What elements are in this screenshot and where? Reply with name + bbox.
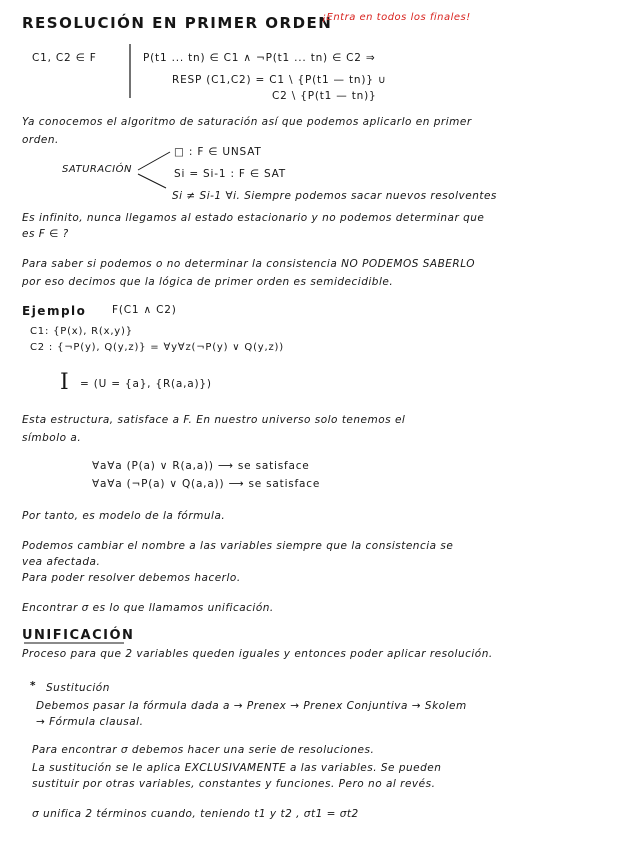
- clause-c2: C2 : {¬P(y), Q(y,z)} = ∀y∀z(¬P(y) ∨ Q(y,z)): [30, 342, 284, 353]
- substitution-step: Debemos pasar la fórmula dada a → Prenex → Prenex Conjuntiva → Skolem: [36, 700, 467, 712]
- clause-c1: C1: {P(x), R(x,y)}: [30, 326, 133, 337]
- saturation-case-sat: Si = Si-1 : F ∈ SAT: [174, 168, 287, 180]
- sigma-text-3: sustituir por otras variables, constantes y funciones. Pero no al revés.: [32, 778, 436, 790]
- substitution-step-cont: → Fórmula clausal.: [36, 716, 144, 728]
- interpretation-definition: = (U = {a}, {R(a,a)}): [80, 378, 212, 390]
- infinite-text-cont: es F ∈ ?: [22, 228, 69, 240]
- renaming-requirement: Para poder resolver debemos hacerlo.: [22, 572, 241, 584]
- example-heading: Ejemplo: [22, 304, 87, 318]
- saturation-brace-bottom: [138, 174, 166, 188]
- check-first-clause: ∀a∀a (P(a) ∨ R(a,a)) ⟶ se satisface: [92, 460, 310, 472]
- saturation-label: SATURACIÓN: [62, 164, 132, 175]
- consistency-text: Para saber si podemos o no determinar la consistencia NO PODEMOS SABERLO: [22, 258, 475, 270]
- page-title: RESOLUCIÓN EN PRIMER ORDEN: [22, 14, 333, 32]
- structure-text: Esta estructura, satisface a F. En nuestro universo solo tenemos el: [22, 414, 406, 426]
- unification-definition: Proceso para que 2 variables queden iguales y entonces poder aplicar resolución.: [22, 648, 493, 660]
- exam-note: ¡Entra en todos los finales!: [322, 12, 471, 23]
- saturation-case-unsat: □ : F ∈ UNSAT: [174, 146, 262, 158]
- resolvent-condition: P(t1 ... tn) ∈ C1 ∧ ¬P(t1 ... tn) ∈ C2 ⇒: [143, 52, 376, 64]
- infinite-text: Es infinito, nunca llegamos al estado estacionario y no podemos determinar que: [22, 212, 485, 224]
- substitution-title: Sustitución: [46, 682, 110, 694]
- clauses-premise: C1, C2 ∈ F: [32, 52, 97, 64]
- model-conclusion: Por tanto, es modelo de la fórmula.: [22, 510, 226, 522]
- bullet-star-icon: *: [30, 680, 36, 692]
- structure-text-cont: símbolo a.: [22, 432, 82, 444]
- consistency-text-cont: por eso decimos que la lógica de primer orden es semidecidible.: [22, 276, 394, 288]
- renaming-text: Podemos cambiar el nombre a las variables siempre que la consistencia se: [22, 540, 454, 552]
- unifier-rule: σ unifica 2 términos cuando, teniendo t1 y t2 , σt1 = σt2: [32, 808, 359, 820]
- check-second-clause: ∀a∀a (¬P(a) ∨ Q(a,a)) ⟶ se satisface: [92, 478, 321, 490]
- saturation-brace-top: [138, 152, 170, 170]
- intro-text-cont: orden.: [22, 134, 59, 146]
- resolvent-formula: RESP (C1,C2) = C1 \ {P(t1 — tn)} ∪: [172, 74, 387, 86]
- example-formula: F(C1 ∧ C2): [112, 304, 177, 316]
- intro-text: Ya conocemos el algoritmo de saturación así que podemos aplicarlo en primer: [22, 116, 472, 128]
- sigma-text: Para encontrar σ debemos hacer una serie de resoluciones.: [32, 744, 375, 756]
- interpretation-symbol: I: [60, 370, 70, 395]
- saturation-case-infinite: Si ≠ Si-1 ∀i. Siempre podemos sacar nuevos resolventes: [172, 190, 497, 202]
- unification-intro: Encontrar σ es lo que llamamos unificación.: [22, 602, 274, 614]
- unification-heading: UNIFICACIÓN: [22, 628, 135, 643]
- resolvent-formula-cont: C2 \ {P(t1 — tn)}: [272, 90, 377, 102]
- sigma-text-2: La sustitución se le aplica EXCLUSIVAMENTE a las variables. Se pueden: [32, 762, 442, 774]
- renaming-text-cont: vea afectada.: [22, 556, 101, 568]
